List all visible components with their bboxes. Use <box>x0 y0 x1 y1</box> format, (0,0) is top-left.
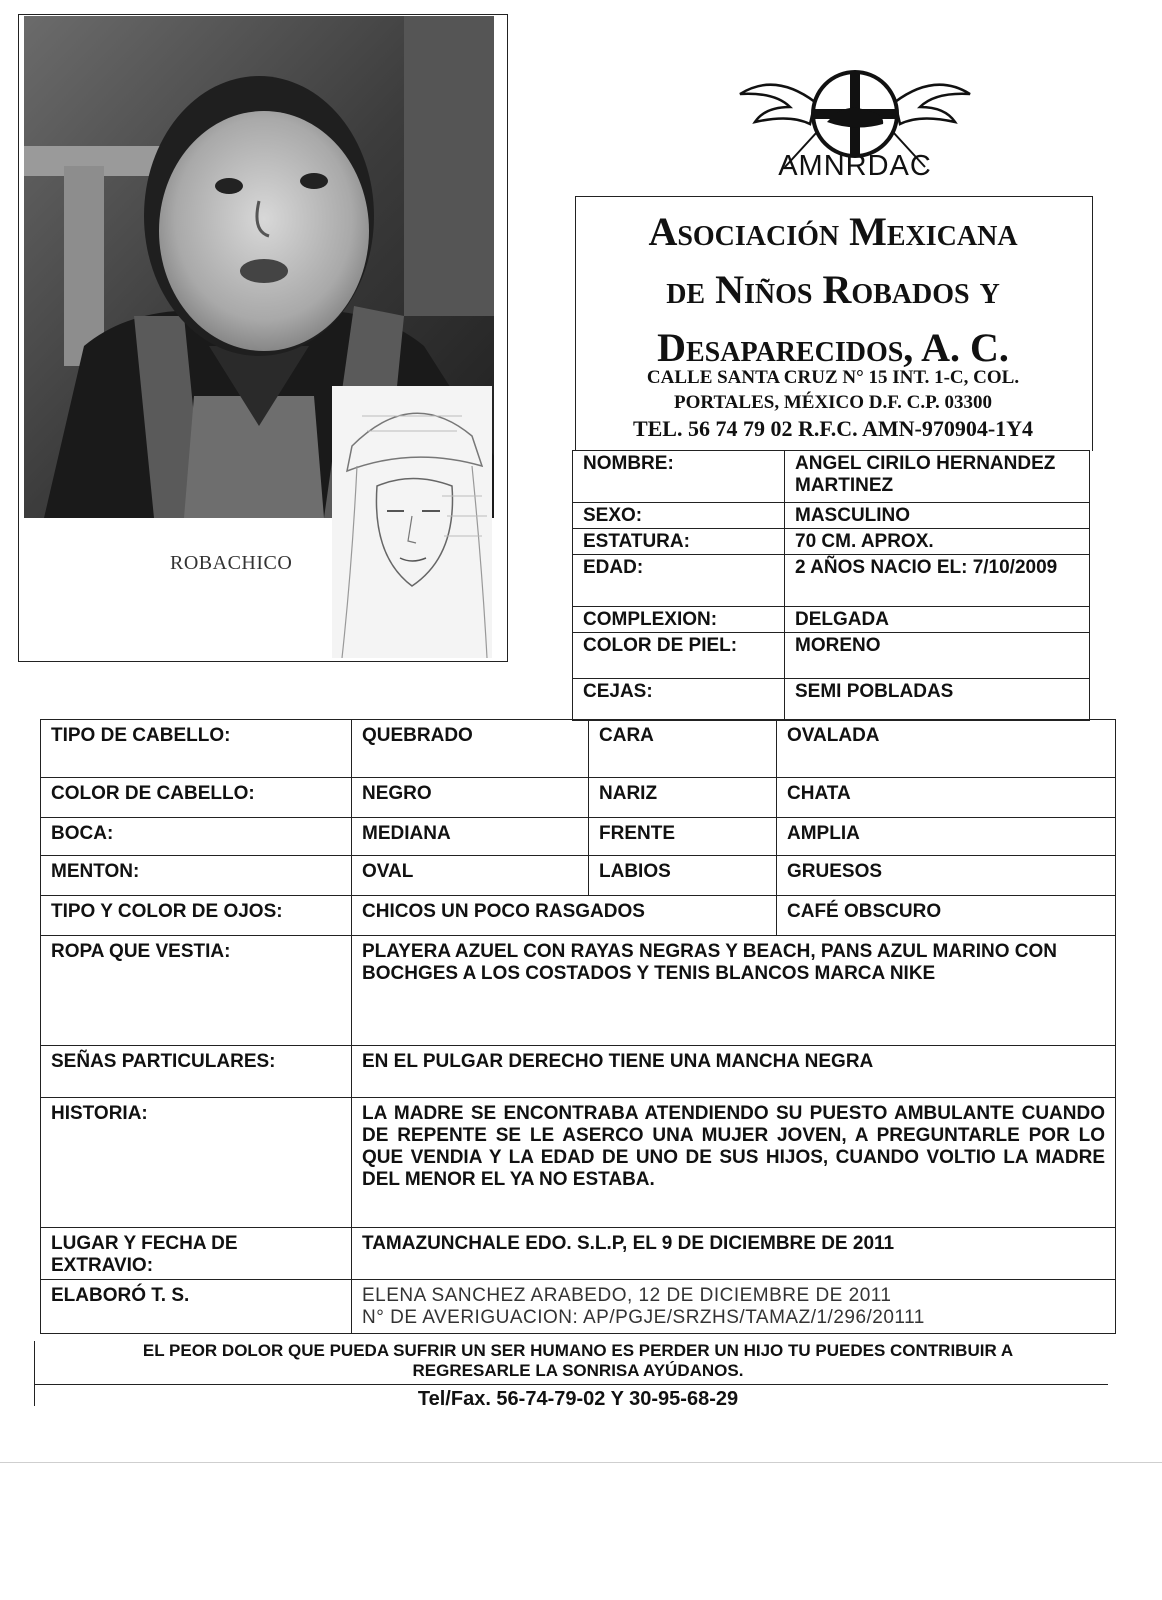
feature-label: MENTON: <box>41 856 352 896</box>
info-value: 2 AÑOS NACIO EL: 7/10/2009 <box>785 555 1090 607</box>
table-row <box>573 607 1090 633</box>
detail-value <box>352 1280 1116 1334</box>
address-line: PORTALES, MÉXICO D.F. C.P. 03300 <box>674 392 992 413</box>
feature-value: MEDIANA <box>352 818 589 856</box>
feature-value: OVAL <box>352 856 589 896</box>
table-row <box>41 936 1116 1046</box>
divider <box>34 1384 1108 1385</box>
divider <box>34 1341 35 1406</box>
info-label: SEXO: <box>573 503 785 529</box>
organization-name-line: Desaparecidos, A. C. <box>657 325 1009 370</box>
detail-value: LA MADRE SE ENCONTRABA ATENDIENDO SU PUESTO AMBULANTE CUANDO DE REPENTE SE LE ASERCO UNA MUJER JOVEN, A PREGUNTARLE POR LO QUE VENDIA Y LA EDAD DE UNO DE SUS HIJOS, CUANDO VOLTIO LA MADRE DEL MENOR EL YA NO ESTABA. <box>352 1098 1116 1228</box>
feature-value: CHICOS UN POCO RASGADOS <box>352 896 777 936</box>
info-label: NOMBRE: <box>573 451 785 503</box>
feature-label: LABIOS <box>589 856 777 896</box>
info-label: CEJAS: <box>573 679 785 721</box>
info-label: EDAD: <box>573 555 785 607</box>
detail-value: EN EL PULGAR DERECHO TIENE UNA MANCHA NEGRA <box>352 1046 1116 1098</box>
description-table <box>40 719 1116 1334</box>
feature-value: OVALADA <box>777 720 1116 778</box>
detail-label: SEÑAS PARTICULARES: <box>41 1046 352 1098</box>
table-row <box>41 1280 1116 1334</box>
info-value: MASCULINO <box>785 503 1090 529</box>
info-label: ESTATURA: <box>573 529 785 555</box>
feature-label: TIPO Y COLOR DE OJOS: <box>41 896 352 936</box>
info-value: DELGADA <box>785 607 1090 633</box>
organization-name-line: de Niños Robados y <box>666 267 1000 312</box>
organization-phone: TEL. 56 74 79 02 R.F.C. AMN-970904-1Y4 <box>632 416 1034 441</box>
table-row <box>41 720 1116 778</box>
info-value: MORENO <box>785 633 1090 679</box>
table-row <box>41 1228 1116 1280</box>
table-row <box>41 896 1116 936</box>
personal-info-table <box>572 450 1090 721</box>
detail-value: TAMAZUNCHALE EDO. S.L.P, EL 9 DE DICIEMBRE DE 2011 <box>352 1228 1116 1280</box>
table-row <box>573 555 1090 607</box>
suspect-sketch <box>332 386 492 658</box>
footer-message <box>40 1341 1116 1381</box>
table-row <box>41 856 1116 896</box>
divider <box>0 1462 1162 1463</box>
feature-label: FRENTE <box>589 818 777 856</box>
detail-value: PLAYERA AZUEL CON RAYAS NEGRAS Y BEACH, PANS AZUL MARINO CON BOCHGES A LOS COSTADOS Y TENIS BLANCOS MARCA NIKE <box>352 936 1116 1046</box>
sketch-caption: ROBACHICO <box>170 552 293 574</box>
organization-address <box>575 365 1091 415</box>
organization-name <box>575 203 1091 377</box>
table-row <box>573 529 1090 555</box>
table-row <box>573 451 1090 503</box>
footer-message-line: EL PEOR DOLOR QUE PUEDA SUFRIR UN SER HUMANO ES PERDER UN HIJO TU PUEDES CONTRIBUIR A <box>142 1341 1014 1360</box>
info-value: 70 CM. APROX. <box>785 529 1090 555</box>
info-label: COLOR DE PIEL: <box>573 633 785 679</box>
feature-label: COLOR DE CABELLO: <box>41 778 352 818</box>
feature-label: TIPO DE CABELLO: <box>41 720 352 778</box>
detail-label: ELABORÓ T. S. <box>41 1280 352 1334</box>
table-row <box>573 503 1090 529</box>
feature-value: CAFÉ OBSCURO <box>777 896 1116 936</box>
footer-phone: Tel/Fax. 56-74-79-02 Y 30-95-68-29 <box>417 1388 739 1410</box>
table-row <box>573 633 1090 679</box>
author-line: ELENA SANCHEZ ARABEDO, 12 DE DICIEMBRE DE 2011 <box>362 1285 892 1306</box>
case-number: N° DE AVERIGUACION: AP/PGJE/SRZHS/TAMAZ/1/296/20111 <box>362 1307 925 1328</box>
detail-label: ROPA QUE VESTIA: <box>41 936 352 1046</box>
info-value: ANGEL CIRILO HERNANDEZ MARTINEZ <box>785 451 1090 503</box>
table-row <box>41 818 1116 856</box>
feature-value: GRUESOS <box>777 856 1116 896</box>
table-row <box>41 1046 1116 1098</box>
info-label: COMPLEXION: <box>573 607 785 633</box>
organization-name-line: Asociación Mexicana <box>648 209 1018 254</box>
feature-value: NEGRO <box>352 778 589 818</box>
table-row <box>573 679 1090 721</box>
feature-value: AMPLIA <box>777 818 1116 856</box>
info-value: SEMI POBLADAS <box>785 679 1090 721</box>
logo-text: AMNRDAC <box>778 150 932 182</box>
feature-label: BOCA: <box>41 818 352 856</box>
detail-label: LUGAR Y FECHA DE EXTRAVIO: <box>41 1228 352 1280</box>
table-row <box>41 778 1116 818</box>
address-line: CALLE SANTA CRUZ N° 15 INT. 1-C, COL. <box>646 367 1020 388</box>
feature-label: CARA <box>589 720 777 778</box>
table-row <box>41 1098 1116 1228</box>
detail-label: HISTORIA: <box>41 1098 352 1228</box>
footer-message-line: REGRESARLE LA SONRISA AYÚDANOS. <box>412 1361 744 1380</box>
feature-value: QUEBRADO <box>352 720 589 778</box>
feature-label: NARIZ <box>589 778 777 818</box>
feature-value: CHATA <box>777 778 1116 818</box>
